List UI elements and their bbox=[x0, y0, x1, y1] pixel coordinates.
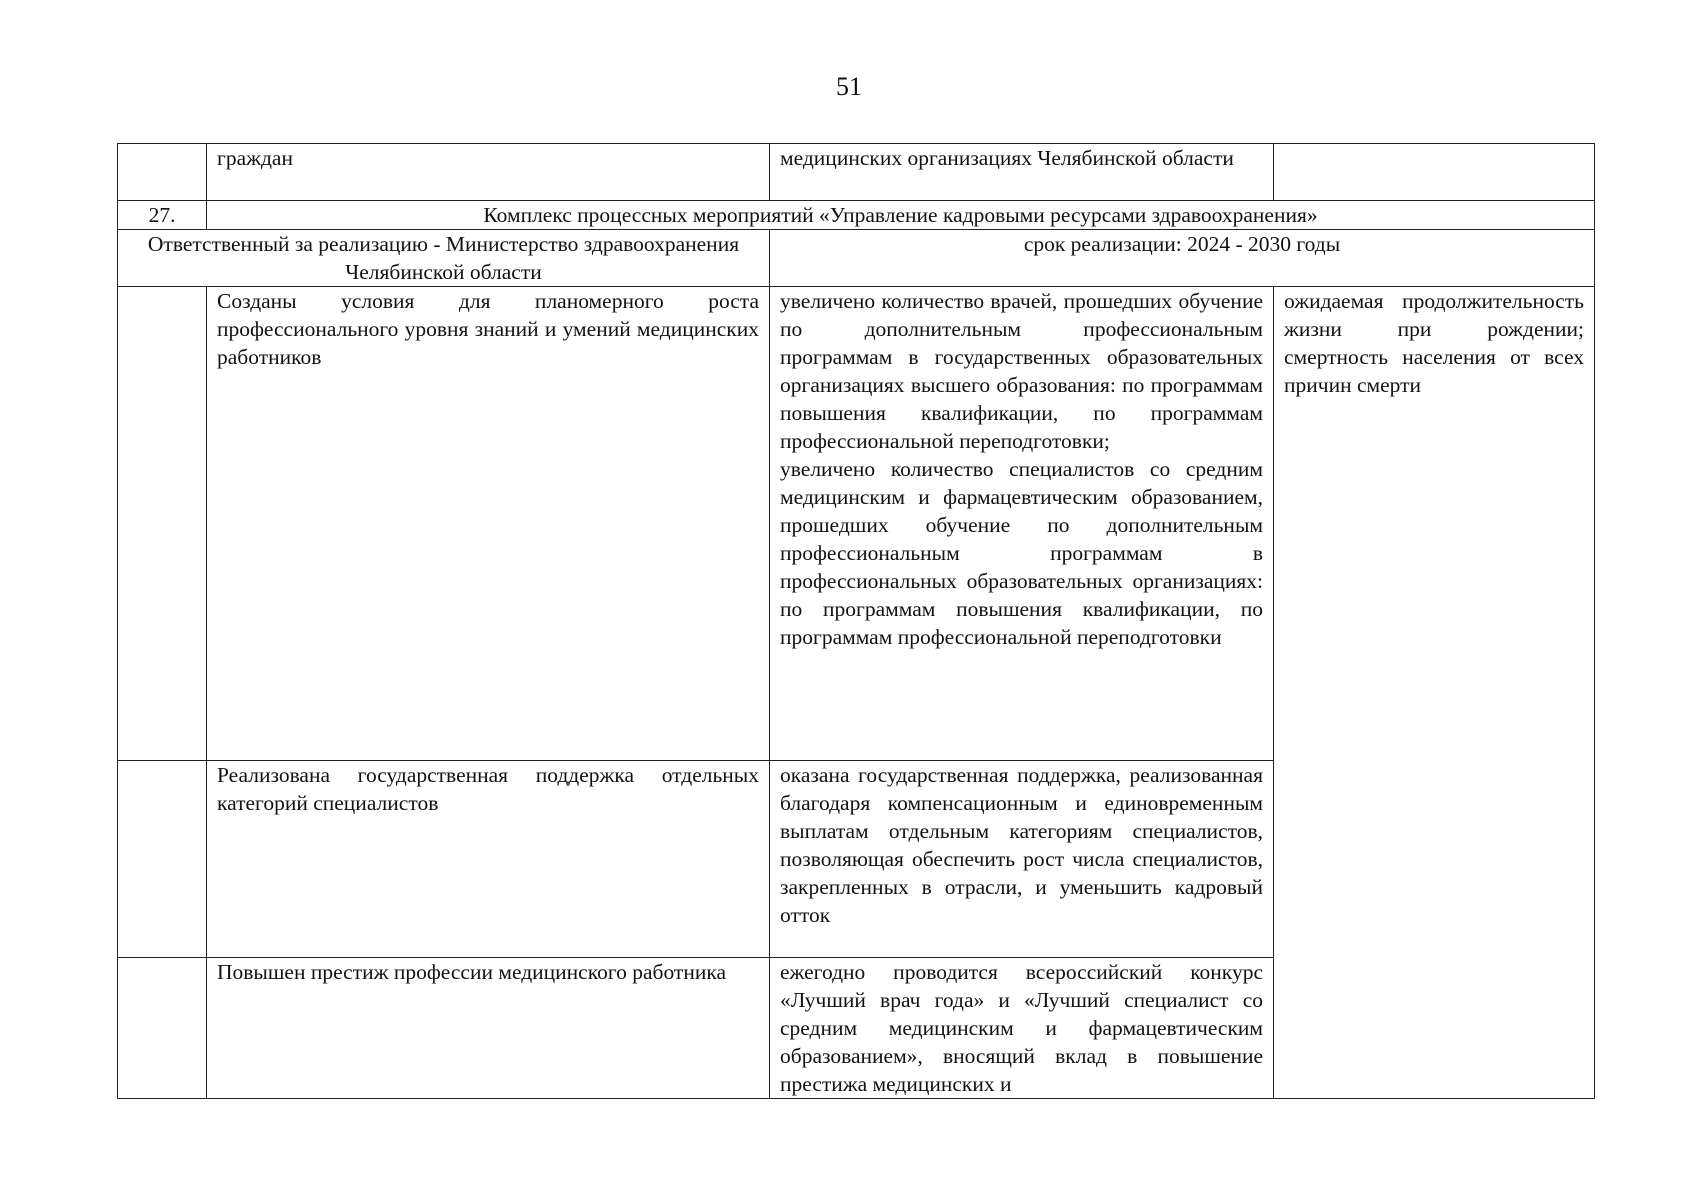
continuation-row bbox=[118, 144, 1595, 201]
result-cell: ежегодно проводится всероссийский конкурс «Лучший врач года» и «Лучший специалист со средним медицинским и фармацевтическим образованием», вносящий вклад в повышение престижа медицинских и bbox=[770, 958, 1274, 1099]
responsible-row bbox=[118, 230, 1595, 287]
row-number-cell bbox=[118, 761, 207, 958]
measures-table bbox=[117, 143, 1595, 1099]
task-cell: Реализована государственная поддержка отдельных категорий специалистов bbox=[207, 761, 770, 958]
task-cell: Созданы условия для планомерного роста профессионального уровня знаний и умений медицинских работников bbox=[207, 287, 770, 761]
responsible-text: Ответственный за реализацию - Министерство здравоохранения Челябинской области bbox=[147, 232, 740, 284]
result-cell bbox=[770, 287, 1274, 761]
result-cell: медицинских организациях Челябинской области bbox=[770, 144, 1274, 201]
row-number-cell bbox=[118, 958, 207, 1099]
page-number: 51 bbox=[836, 72, 862, 101]
result-text: увеличено количество врачей, прошедших обучение по дополнительным профессиональным программам в государственных образовательных организациях высшего образования: по программам повышения квалификации, по программам профессиональной переподготовки; bbox=[780, 289, 1263, 453]
table-row bbox=[118, 287, 1595, 761]
term-cell: срок реализации: 2024 - 2030 годы bbox=[770, 230, 1595, 287]
indicator-cell: ожидаемая продолжительность жизни при рождении; смертность населения от всех причин смерти bbox=[1274, 287, 1595, 1099]
section-number: 27. bbox=[118, 201, 207, 230]
indicator-cell bbox=[1274, 144, 1595, 201]
row-number-cell bbox=[118, 144, 207, 201]
responsible-cell bbox=[118, 230, 770, 287]
section-header-row bbox=[118, 201, 1595, 230]
result-text: увеличено количество специалистов со средним медицинским и фармацевтическим образованием, прошедших обучение по дополнительным профессиональным программам в профессиональных образовательных организациях: по программам повышения квалификации, по программам профессиональной переподготовки bbox=[780, 457, 1263, 649]
section-title: Комплекс процессных мероприятий «Управление кадровыми ресурсами здравоохранения» bbox=[207, 201, 1595, 230]
task-cell: граждан bbox=[207, 144, 770, 201]
task-cell: Повышен престиж профессии медицинского работника bbox=[207, 958, 770, 1099]
result-cell: оказана государственная поддержка, реализованная благодаря компенсационным и единовременным выплатам отдельным категориям специалистов, позволяющая обеспечить рост числа специалистов, закрепленных в отрасли, и уменьшить кадровый отток bbox=[770, 761, 1274, 958]
row-number-cell bbox=[118, 287, 207, 761]
